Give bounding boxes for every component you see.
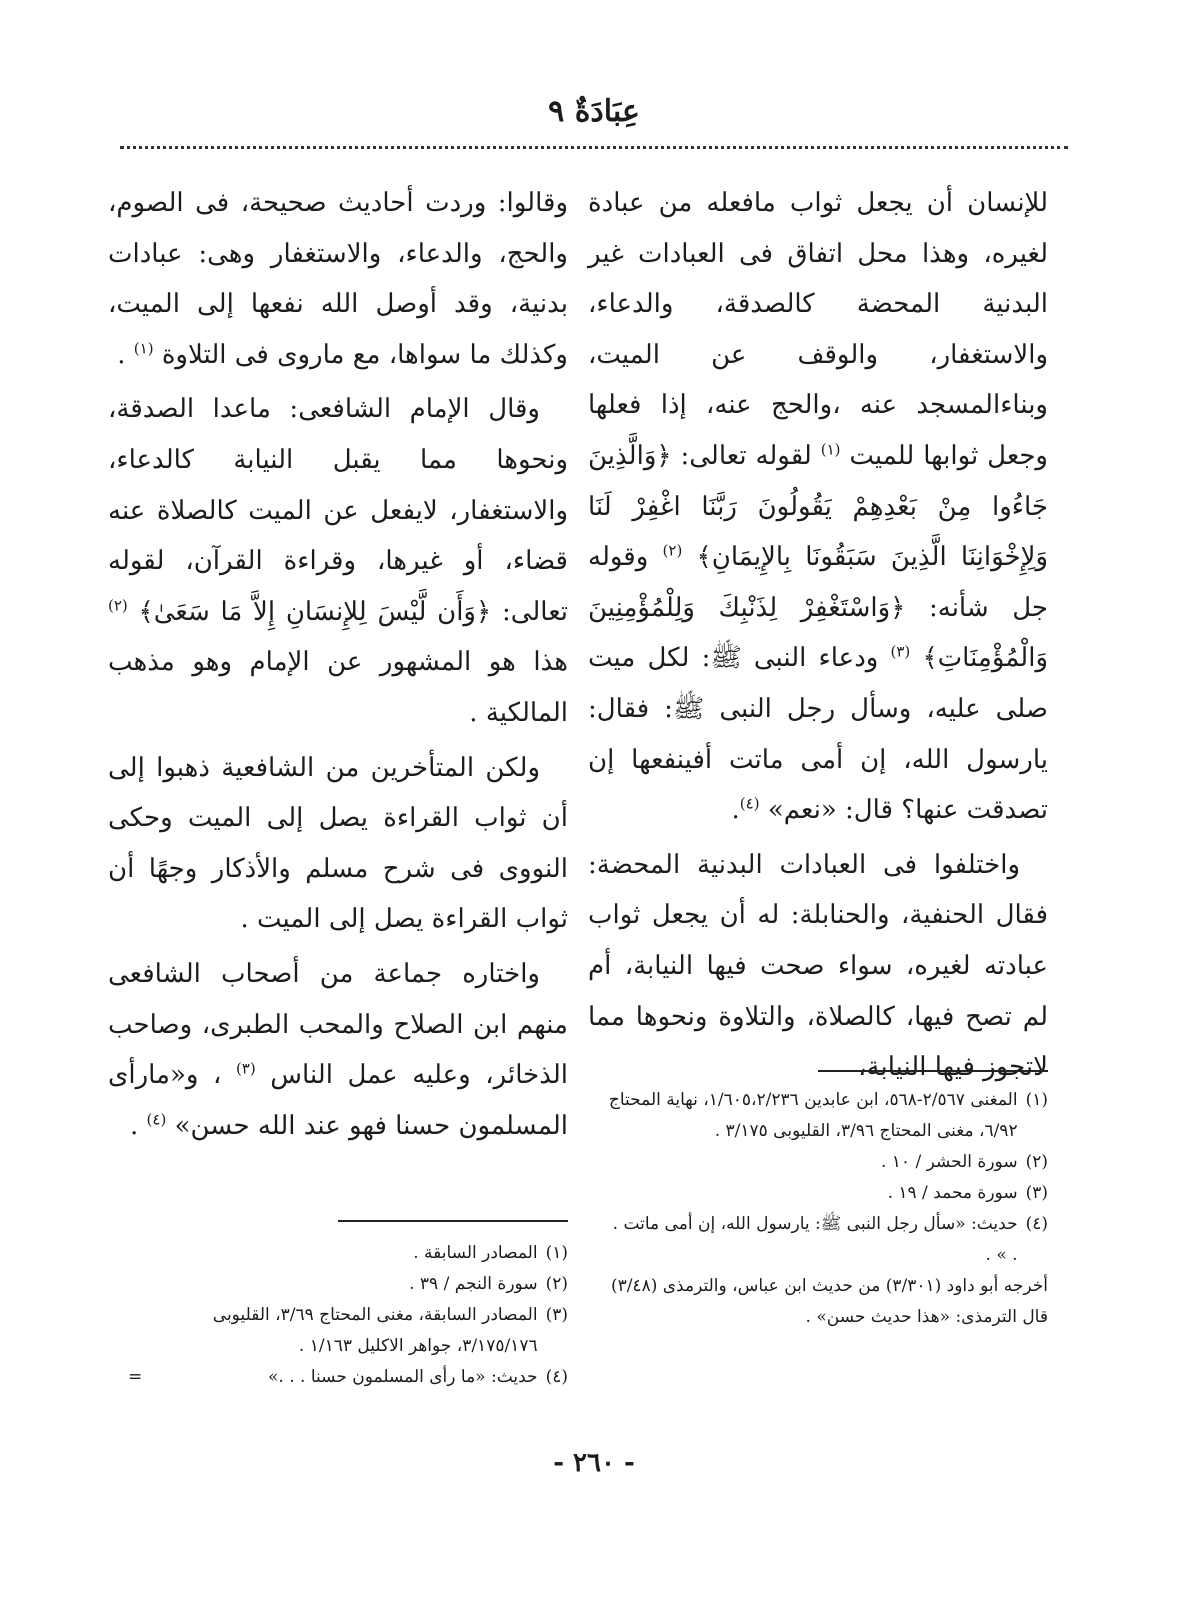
footnote: (٤) حديث: «ما رأى المسلمون حسنا . . .» =: [128, 1362, 568, 1393]
footnotes-left: [128, 1238, 568, 1393]
right-paragraph-1: للإنسان أن يجعل ثواب مافعله من عبادة لغيره، وهذا محل اتفاق فى العبادات غير البدنية المحضة كالصدقة، والدعاء، والاستغفار، والوقف عن الميت، وبناءالمسجد عنه ،والحج عنه، إذا فعلها وجعل ثوابها للميت $^{(١)}$ لقوله تعالى: ﴿وَالَّذِينَ جَاءُوا مِنْ بَعْدِهِمْ يَقُولُونَ رَبَّنَا اغْفِرْ لَنَا وَلِإِخْوَانِنَا الَّذِينَ سَبَقُونَا بِالإِيمَانِ﴾ $^{(٢)}$ وقوله جل شأنه: ﴿وَاسْتَغْفِرْ لِذَنْبِكَ وَلِلْمُؤْمِنِينَ وَالْمُؤْمِنَاتِ﴾ $^{(٣)}$ ودعاء النبى ﷺ: لكل ميت صلى عليه، وسأل رجل النبى ﷺ: فقال: يارسول الله، إن أمى ماتت أفينفعها إن تصدقت عنها؟ قال: «نعم» $^{(٤)}$.: [588, 188, 1049, 826]
continuation-mark: =: [128, 1367, 143, 1387]
left-column: [108, 178, 568, 1151]
footnote: (٣) سورة محمد / ١٩ .: [887, 1183, 1048, 1203]
left-paragraph-4: واختاره جماعة من أصحاب الشافعى منهم ابن الصلاح والمحب الطبرى، وصاحب الذخائر، وعليه عمل الناس $^{(٣)}$ ، و«مارأى المسلمون حسنا فهو عند الله حسن» $^{(٤)}$ .: [108, 958, 569, 1141]
footnote: (٢) سورة الحشر / ١٠ .: [880, 1152, 1048, 1172]
footnote: (١) المصادر السابقة .: [413, 1243, 568, 1263]
footnote-mark: (١): [133, 339, 154, 358]
left-paragraph-2: وقال الإمام الشافعى: ماعدا الصدقة، ونحوها مما يقبل النيابة كالدعاء، والاستغفار، لايفعل عن الميت كالصلاة عنه قضاء، أو غيرها، وقراءة القرآن، لقوله تعالى: ﴿وَأَن لَّيْسَ لِلإِنسَانِ إِلاَّ مَا سَعَىٰ﴾ $^{(٢)}$ هذا هو المشهور عن الإمام وهو مذهب المالكية .: [108, 394, 568, 728]
footnote-mark: (٤): [739, 794, 760, 813]
footnote-divider-left: [338, 1220, 568, 1222]
footnote: (٣) المصادر السابقة، مغنى المحتاج ٣/٦٩، القليوبى ٣/١٧٥/١٧٦، جواهر الاكليل ١/١٦٣ .: [212, 1305, 568, 1356]
footnote-divider-right: [818, 1070, 1048, 1072]
right-paragraph-2: واختلفوا فى العبادات البدنية المحضة: فقال الحنفية، والحنابلة: له أن يجعل ثواب عبادته لغيره، سواء صحت فيها النيابة، أم لم تصح فيها، كالصلاة، والتلاوة ونحوها مما لاتجوز فيها النيابة،: [588, 849, 1048, 1083]
footnote-mark: (٢): [108, 596, 128, 615]
footnote-source: قال الترمذى: «هذا حديث حسن» .: [805, 1307, 1048, 1327]
footnote-mark: (١): [820, 440, 841, 459]
footnotes-right: [608, 1085, 1048, 1333]
page-number: - ٢٦٠ -: [553, 1448, 635, 1478]
footnote-source: أخرجه أبو داود (٣/٣٠١) من حديث ابن عباس، والترمذى (٣/٤٨): [610, 1276, 1048, 1296]
header-divider: [120, 146, 1068, 149]
footnote-mark: (٣): [890, 642, 911, 661]
footnote: (١) المغنى ٢/٥٦٧-٥٦٨، ابن عابدين ١/٦٠٥،٢/٢٣٦، نهاية المحتاج ٦/٩٢، مغنى المحتاج ٣/٩٦، القليوبى ٣/١٧٥ .: [608, 1090, 1048, 1141]
footnote-mark: (٤): [146, 1110, 167, 1129]
left-paragraph-3: ولكن المتأخرين من الشافعية ذهبوا إلى أن ثواب القراءة يصل إلى الميت وحكى النووى فى شرح مسلم والأذكار وجهًا أن ثواب القراءة يصل إلى الميت .: [108, 752, 568, 935]
footnote: (٢) سورة النجم / ٣٩ .: [409, 1274, 568, 1294]
left-paragraph-1: وقالوا: وردت أحاديث صحيحة، فى الصوم، والحج، والدعاء، والاستغفار وهى: عبادات بدنية، وقد أوصل الله نفعها إلى الميت، وكذلك ما سواها، مع ماروى فى التلاوة $^{(١)}$ .: [108, 188, 568, 370]
running-header: عِبَادَةٌ ٩: [548, 94, 640, 129]
footnote: (٤) حديث: «سأل رجل النبى ﷺ: يارسول الله، إن أمى ماتت . . » .: [612, 1214, 1048, 1265]
footnote-mark: (٢): [662, 541, 683, 560]
footnote-mark: (٣): [235, 1059, 256, 1078]
right-column: [588, 178, 1048, 1093]
